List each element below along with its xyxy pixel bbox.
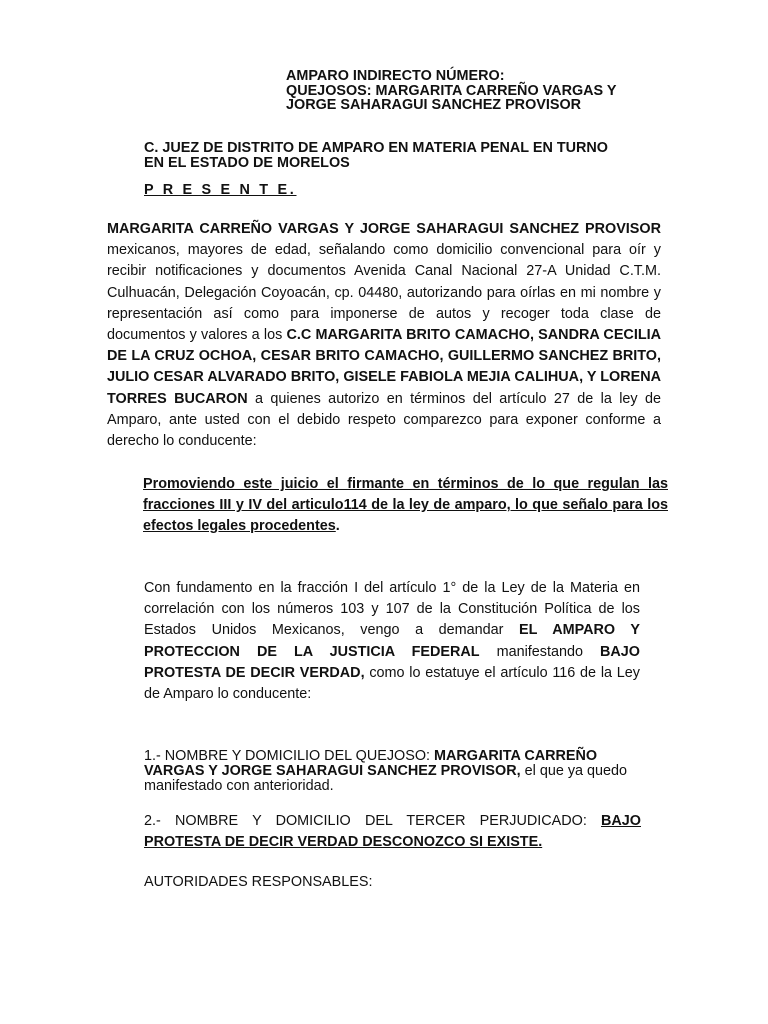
plaintiff-names: MARGARITA CARREÑO VARGAS Y JORGE SAHARAGUI SANCHEZ PROVISOR [107,221,661,237]
presente-heading: P R E S E N T E. [144,182,297,198]
item-1-quejoso [144,749,655,794]
case-heading [286,69,686,113]
intro-text: mexicanos, mayores de edad, señalando como domicilio convencional para oír y recibir notificaciones y documentos Avenida Canal Nacional 27-A Unidad C.T.M. Culhuacán, Delegación Coyoacán, cp. 04480, autorizando para oírlas en mi nombre y representación así como para imponerse de autos y recoger toda clase de documentos y valores a los [107,242,661,344]
fundamento-text-2: manifestando [479,643,601,660]
addressee-line-1: C. JUEZ DE DISTRITO DE AMPARO EN MATERIA PENAL EN TURNO [144,140,608,156]
promoviendo-text: Promoviendo este juicio el firmante en términos de lo que regulan las fracciones III y IV del articulo114 de la ley de amparo, lo que señalo para los efectos legales procedentes [143,476,668,534]
item-1-text: el que ya quedo manifestado con anterioridad. [144,763,628,794]
autoridades-label: AUTORIDADES RESPONSABLES: [144,874,373,890]
intro-paragraph [107,219,661,452]
plaintiffs-line: QUEJOSOS: MARGARITA CARREÑO VARGAS Y [286,82,617,99]
case-number-line: AMPARO INDIRECTO NÚMERO: [286,68,505,84]
item-2-statement: BAJO PROTESTA DE DECIR VERDAD DESCONOZCO SI EXISTE. [144,813,641,850]
fundamento-text-3: como lo estatuye el artículo 116 de la Ley de Amparo lo conducente: [144,664,640,703]
plaintiffs-line-continued: JORGE SAHARAGUI SANCHEZ PROVISOR [286,97,582,113]
fundamento-text: Con fundamento en la fracción I del artículo 1° de la Ley de la Materia en correlación con los números 103 y 107 de la Constitución Política de los Estados Unidos Mexicanos, vengo a demandar [144,580,640,639]
promoviendo-period: . [335,518,340,534]
item-2-tercero [144,811,641,852]
intro-text-continued: a quienes autorizo en términos del artículo 27 de la ley de Amparo, ante usted con el debido respeto comparezco para exponer conforme a derecho lo conducente: [107,390,661,450]
fundamento-paragraph [144,578,640,705]
item-2-label: 2.- NOMBRE Y DOMICILIO DEL TERCER PERJUDICADO: [144,813,602,829]
amparo-request: EL AMPARO Y PROTECCION DE LA JUSTICIA FEDERAL [144,622,640,660]
addressee-line-2: EN EL ESTADO DE MORELOS [144,155,350,171]
item-1-names: MARGARITA CARREÑO VARGAS Y JORGE SAHARAGUI SANCHEZ PROVISOR, [144,748,598,779]
bajo-protesta: BAJO PROTESTA DE DECIR VERDAD, [144,643,640,681]
authorized-persons: C.C MARGARITA BRITO CAMACHO, SANDRA CECILIA DE LA CRUZ OCHOA, CESAR BRITO CAMACHO, GUILLERMO SANCHEZ BRITO, JULIO CESAR ALVARADO BRITO, GISELE FABIOLA MEJIA CALIHUA, Y LORENA TORRES BUCARON [107,327,661,407]
item-1-label: 1.- NOMBRE Y DOMICILIO DEL QUEJOSO: [144,748,435,764]
promoviendo-paragraph [143,474,668,537]
addressee [144,141,664,171]
